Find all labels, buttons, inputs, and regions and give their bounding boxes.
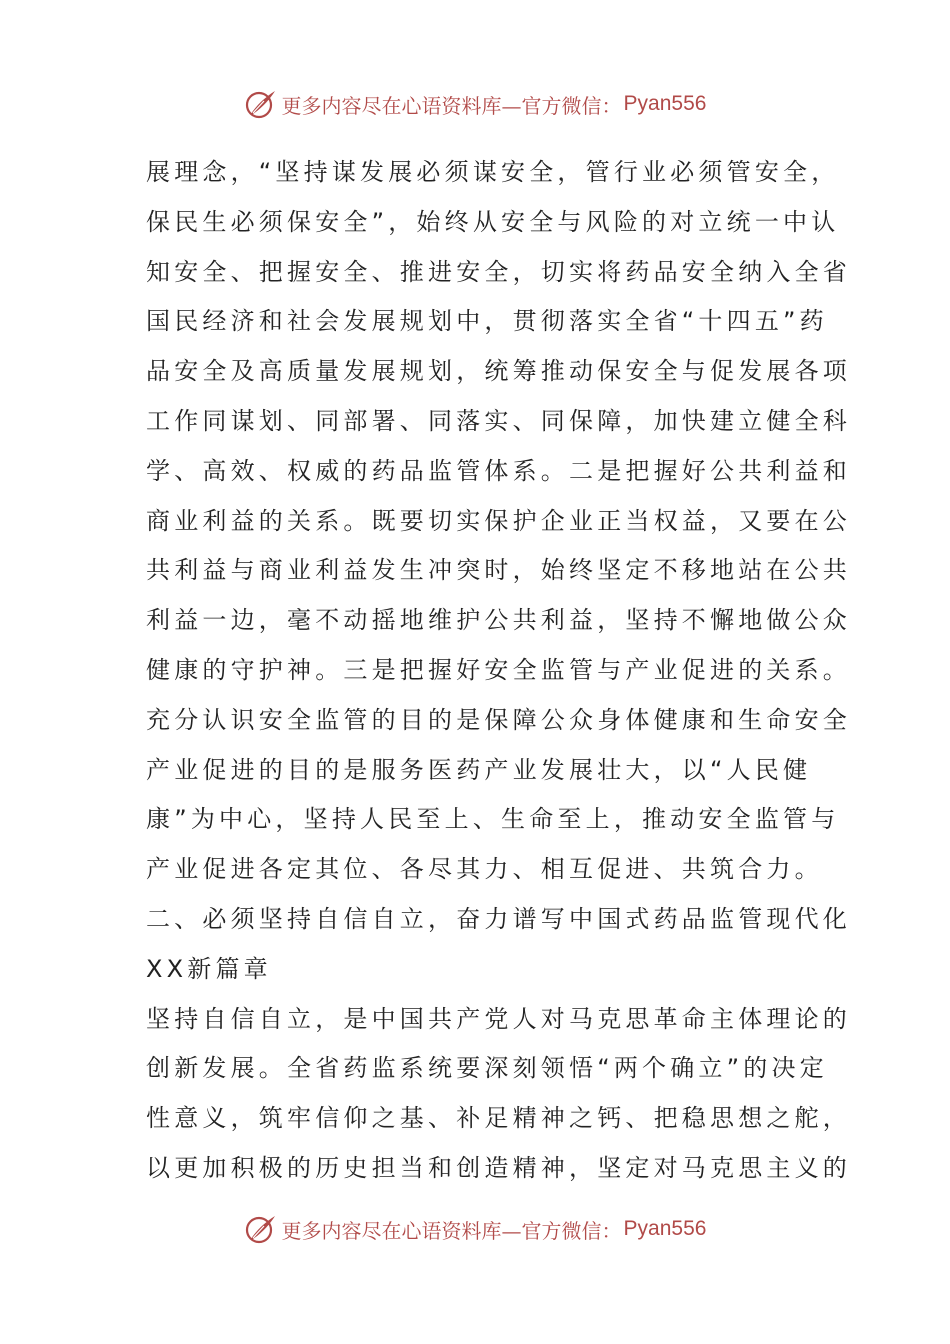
footer-watermark	[0, 1211, 950, 1247]
quill-logo-icon	[244, 1212, 278, 1246]
body-line: 保民生必须保安全”，始终从安全与风险的对立统一中认	[146, 207, 840, 236]
wechat-id: Pyan556	[623, 92, 707, 115]
section-heading: XX新篇章	[146, 954, 272, 983]
body-line: 创新发展。全省药监系统要深刻领悟“两个确立”的决定	[146, 1054, 828, 1083]
body-line: 国民经济和社会发展规划中，贯彻落实全省“十四五”药	[146, 307, 828, 336]
body-line: 商业利益的关系。既要切实保护企业正当权益，又要在公	[146, 506, 851, 535]
body-line: 利益一边，毫不动摇地维护公共利益，坚持不懈地做公众	[146, 606, 851, 635]
section-heading: 二、必须坚持自信自立，奋力谱写中国式药品监管现代化	[146, 904, 851, 933]
body-line: 学、高效、权威的药品监管体系。二是把握好公共利益和	[146, 456, 851, 485]
body-line: 产业促进的目的是服务医药产业发展壮大，以“人民健	[146, 755, 812, 784]
body-line: 知安全、把握安全、推进安全，切实将药品安全纳入全省	[146, 257, 851, 286]
body-line: 以更加积极的历史担当和创造精神，坚定对马克思主义的	[146, 1153, 851, 1182]
header-watermark	[0, 86, 950, 122]
body-line: 展理念，“坚持谋发展必须谋安全，管行业必须管安全，	[146, 158, 840, 186]
quill-logo-icon	[244, 87, 278, 121]
body-line: 康”为中心，坚持人民至上、生命至上，推动安全监管与	[146, 805, 840, 834]
watermark-text: 更多内容尽在心语资料库—官方微信：	[281, 93, 622, 118]
body-line: 充分认识安全监管的目的是保障公众身体健康和生命安全	[146, 705, 851, 734]
body-line: 坚持自信自立，是中国共产党人对马克思革命主体理论的	[146, 1004, 851, 1033]
body-line: 性意义，筑牢信仰之基、补足精神之钙、把稳思想之舵，	[146, 1104, 851, 1133]
body-line: 健康的守护神。三是把握好安全监管与产业促进的关系。	[146, 655, 851, 684]
body-line: 共利益与商业利益发生冲突时，始终坚定不移地站在公共	[146, 556, 851, 585]
watermark-text: 更多内容尽在心语资料库—官方微信：	[281, 1218, 622, 1243]
body-line: 工作同谋划、同部署、同落实、同保障，加快建立健全科	[146, 406, 851, 435]
body-line: 品安全及高质量发展规划，统筹推动保安全与促发展各项	[146, 357, 851, 386]
body-line: 产业促进各定其位、各尽其力、相互促进、共筑合力。	[146, 855, 823, 884]
wechat-id: Pyan556	[623, 1217, 707, 1240]
document-body	[146, 148, 851, 1194]
